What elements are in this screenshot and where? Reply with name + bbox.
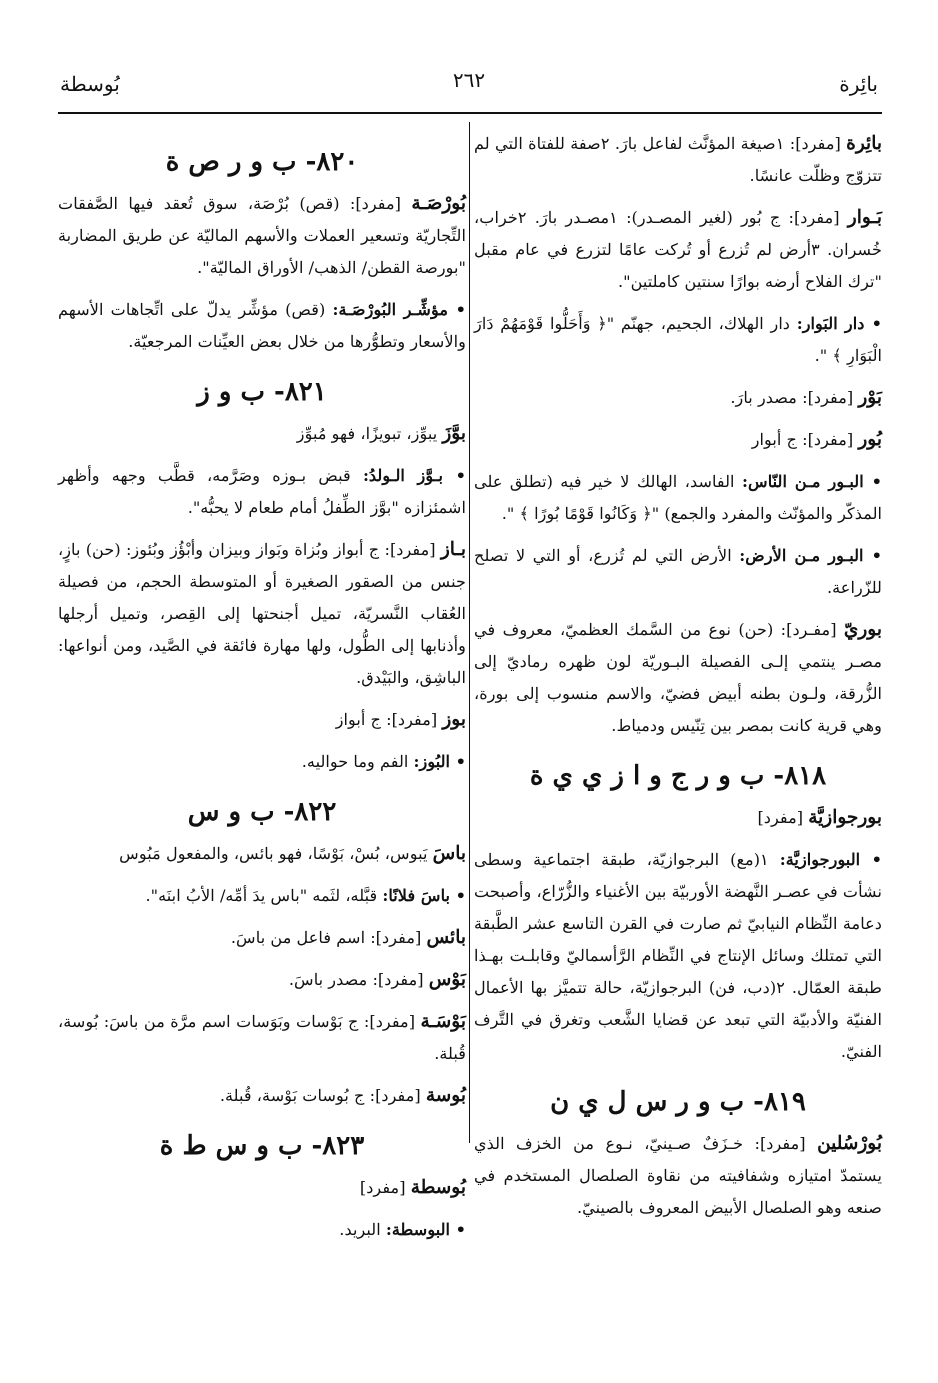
page-header [60, 62, 878, 102]
dictionary-entry [58, 704, 466, 736]
entry-definition: الفم وما حواليه. [301, 752, 414, 771]
sub-entry-head: • مؤشِّـر البُورْصَـة: [332, 300, 467, 319]
page-number: ٢٦٢ [452, 68, 486, 92]
sub-entry [58, 746, 466, 778]
sub-entry-head: • البورجوازيَّة: [779, 850, 882, 869]
dictionary-entry [58, 838, 466, 870]
entry-definition: [مفرد]: ج أبواز وبُزاة وبَواز وبيزان وأبْؤُز وبُئوز: (حن) بازٍ، جنس من الصقور الصغيرة أو المتوسطة الحجم، من فصيلة العُقاب النَّسريّة، تميل أجنحتها إلى القِصر، وتميل أرجلها وأذنابها إلى الطُّول، ولها مهارة فائقة في الصَّيد، ومن أنواعها: الباشِق، والبَيْدق. [58, 540, 466, 687]
headword: بُورْصَـة [411, 193, 466, 214]
root-heading: ٨١٨- ب و ر ج و ا ز ي ي ة [529, 761, 827, 791]
sub-entry [474, 540, 882, 604]
headword: بائس [426, 927, 466, 948]
headword: بورجوازيَّة [808, 807, 882, 828]
dictionary-entry [474, 424, 882, 456]
headword: باسَ [432, 843, 466, 864]
sub-entry [474, 308, 882, 372]
entry-definition: الأرض التي لم تُزرع، أو التي لا تصلح للزّراعة. [474, 546, 882, 597]
dictionary-entry [474, 382, 882, 414]
entry-definition: الفاسد، الهالك لا خير فيه (تطلق على المذكّر والمؤنّث والمفرد والجمع) "﴿ وَكَانُوا قَوْمًا بُورًا ﴾ ". [474, 472, 882, 523]
entry-definition: [مفرد]: ١صيغة المؤنَّث لفاعل بارَ. ٢صفة للفتاة التي لم تتزوّج وظلّت عانسًا. [474, 134, 882, 185]
sub-entry-head: • بـوَّز الـولدُ: [362, 466, 466, 485]
dictionary-entry [474, 128, 882, 192]
sub-entry [58, 294, 466, 358]
guide-word-right: بائِرة [839, 72, 878, 96]
headword: بوَّزَ [442, 423, 466, 444]
entry-definition: يَبوس، بُسْ، بَوْسًا، فهو بائس، والمفعول مَبُوس [119, 844, 433, 863]
headword: بُورْسُلين [817, 1133, 882, 1154]
dictionary-entry [474, 1128, 882, 1224]
entry-definition: [مفرد]: مصدر بارَ. [730, 388, 859, 407]
sub-entry [58, 880, 466, 912]
root-heading: ٨٢٢- ب و س [187, 797, 337, 827]
entry-definition: البريد. [339, 1220, 386, 1239]
entry-definition: يبوِّز، تبويزًا، فهو مُبوِّز [296, 424, 443, 443]
dictionary-entry [58, 1006, 466, 1070]
sub-entry-head: • البوسطة: [385, 1220, 466, 1239]
headword: بُوسة [425, 1085, 466, 1106]
dictionary-entry [58, 188, 466, 284]
dictionary-entry [58, 964, 466, 996]
headword: بوريّ [843, 619, 882, 640]
dictionary-entry [58, 922, 466, 954]
entry-definition: [مفرد]: مصدر باسَ. [288, 970, 429, 989]
dictionary-entry [474, 802, 882, 834]
sub-entry-head: • البـور مـن الأرض: [739, 546, 882, 565]
entry-definition: [مفرد]: خـزَفٌ صـينيّ، نـوع من الخزف الذي يستمدّ امتيازه وشفافيته من نقاوة الصلصال المستخدم في صنعه وهو الصلصال الأبيض المعروف بالصينيّ. [474, 1134, 882, 1217]
guide-word-left: بُوسطة [60, 72, 120, 96]
dictionary-entry [58, 534, 466, 694]
root-heading: ٨٢١- ب و ز [197, 377, 327, 407]
dictionary-entry [58, 1172, 466, 1204]
headword: بُوسطة [410, 1177, 466, 1198]
entry-definition: [مفرد]: ج بُوسات بَوْسة، قُبلة. [219, 1086, 426, 1105]
right-column [474, 128, 882, 1234]
headword: بَوْس [428, 969, 466, 990]
dictionary-entry [58, 418, 466, 450]
entry-definition: دار الهلاك، الجحيم، جهنّم "﴿ وَأَحَلُّوا قَوْمَهُمْ دَارَ الْبَوَارِ ﴾ ". [474, 314, 882, 365]
column-divider [469, 122, 470, 1143]
root-heading: ٨٢٣- ب و س ط ة [159, 1131, 365, 1161]
entry-definition: قبَّله، لثَمه "باس يدَ أمِّه/ الأبُ ابنَه". [145, 886, 383, 905]
entry-definition: [مفرد]: اسم فاعل من باسَ. [230, 928, 427, 947]
headword: بَوْر [858, 387, 882, 408]
headword: بوز [442, 709, 466, 730]
root-heading: ٨١٩- ب و ر س ل ي ن [550, 1087, 806, 1117]
headword: بائِرة [846, 133, 882, 154]
entry-definition: [مفرد]: ج أبوار [751, 430, 859, 449]
entry-definition: [مفـرد]: (حن) نوع من السَّمك العظميّ، معروف في مصـر ينتمي إلـى الفصيلة البـوريّة لون ظهره رماديّ إلى الزُّرقة، ولـون بطنه أبيض فضيّ، والاسم منسوب إلى بورة، وهي قرية كانت بمصر بين تِنّيس ودمياط. [474, 620, 882, 735]
entry-definition: ١(مع) البرجوازيّة، طبقة اجتماعية وسطى نشأت في عصـر النَّهضة الأوربيّة بين الأغنياء والزُّرّاع، وأصبحت دعامة النِّظام النيابيّ ثم صارت في القرن التاسع عشر الطَّبقة التي تمتلك وسائل الإنتاج في النِّظام الرَّأسماليّ وقابلـت بهـذا طبقة العمّال. ٢(دب، فن) البرجوازيّة، حالة تتميَّز بها الأعمال الفنيّة والأدبيّة التي تبعد عن قضايا الشَّعب وتغرق في التَّرف الفنيّ. [474, 850, 882, 1061]
entry-definition: [مفرد]: ج بَوْسات وبَوَسات اسم مرَّة من باسَ: بُوسة، قُبلة. [58, 1012, 466, 1063]
left-column [58, 128, 466, 1256]
dictionary-entry [474, 202, 882, 298]
dictionary-entry [58, 1080, 466, 1112]
entry-definition: (قص) مؤشِّر يدلّ على اتِّجاهات الأسهم والأسعار وتطوُّرها من خلال بعض العيِّنات المرجعيّة. [58, 300, 466, 351]
root-heading: ٨٢٠- ب و ر ص ة [165, 147, 359, 177]
headword: بَوْسَـة [420, 1011, 466, 1032]
headword: بَـوار [847, 207, 882, 228]
sub-entry [58, 460, 466, 524]
headword: بُور [858, 429, 882, 450]
headword: بـاز [440, 539, 466, 560]
sub-entry [58, 1214, 466, 1246]
sub-entry-head: • دار البَوار: [796, 314, 883, 333]
entry-definition: [مفرد]: ج بُور (لغير المصـدر): ١مصـدر بارَ. ٢خراب، خُسران. ٣أرض لم تُزرع أو تُركت عامًا لتزرع في عام مقبل "ترك الفلاح أرضه بوارًا سنتين كاملتين". [474, 208, 882, 291]
sub-entry-head: • البـور مـن النّاس: [741, 472, 882, 491]
sub-entry-head: • باسَ فلانًا: [382, 886, 466, 905]
entry-definition: [مفرد]: ج أبواز [335, 710, 443, 729]
sub-entry [474, 844, 882, 1068]
entry-definition: [مفرد] [757, 808, 809, 827]
dictionary-entry [474, 614, 882, 742]
entry-definition: [مفرد]: (قص) بُرْصَة، سوق تُعقد فيها الصَّفقات التِّجاريّة وتسعير العملات والأسهم الماليّة عن طريق المضاربة "بورصة القطن/ الذهب/ الأوراق الماليّة". [58, 194, 466, 277]
entry-definition: [مفرد] [359, 1178, 411, 1197]
sub-entry-head: • البُوز: [413, 752, 466, 771]
entry-definition: قبض بـوزه وصَرَّمه، قطَّب وجهه وأظهر اشمئزازه "بوَّز الطِّفلُ أمام طعام لا يحبُّه". [58, 466, 466, 517]
header-rule [58, 112, 882, 114]
sub-entry [474, 466, 882, 530]
